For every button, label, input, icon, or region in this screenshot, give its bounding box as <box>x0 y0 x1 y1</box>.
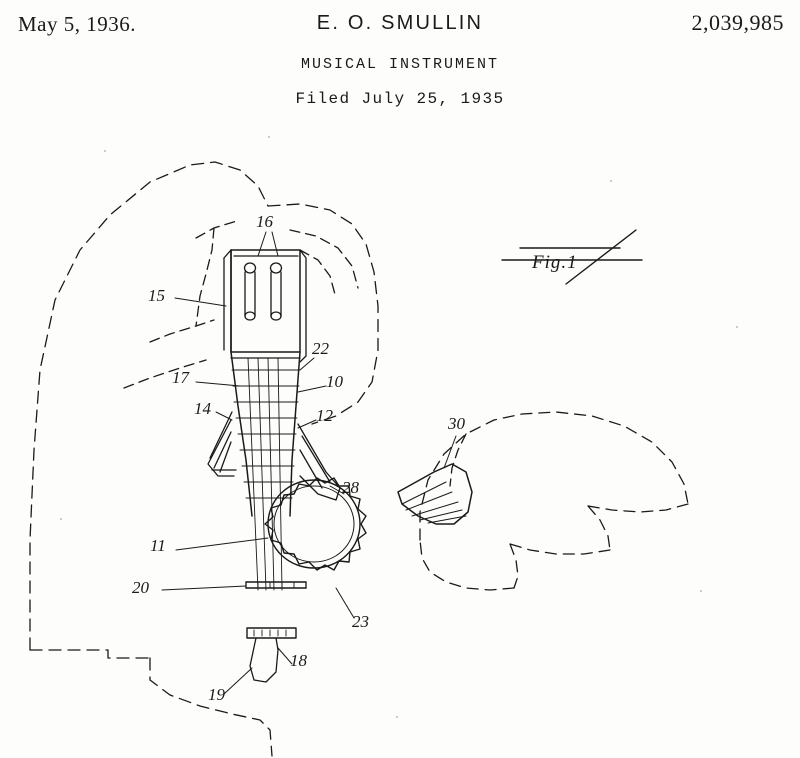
paper-speck <box>736 326 738 328</box>
paper-speck <box>60 518 62 520</box>
patent-date: May 5, 1936. <box>18 12 136 36</box>
patent-filing-date: Filed July 25, 1935 <box>295 90 505 108</box>
figure-drawing <box>0 120 800 758</box>
callout-17: 17 <box>172 368 189 387</box>
callout-15: 15 <box>148 286 165 305</box>
callout-28: 28 <box>342 478 359 497</box>
callout-30: 30 <box>448 414 465 433</box>
callout-10: 10 <box>326 372 343 391</box>
callout-11: 11 <box>150 536 166 555</box>
callout-12: 12 <box>316 406 333 425</box>
callout-22: 22 <box>312 339 329 358</box>
figure-label: Fig.1 <box>532 252 578 273</box>
callout-19: 19 <box>208 685 225 704</box>
callout-23: 23 <box>352 612 369 631</box>
paper-speck <box>104 150 106 152</box>
callout-20: 20 <box>132 578 149 597</box>
patent-title: MUSICAL INSTRUMENT <box>300 56 500 73</box>
patent-number: 2,039,985 <box>691 10 784 35</box>
paper-speck <box>268 136 270 138</box>
paper-speck <box>700 590 702 592</box>
patent-inventor: E. O. SMULLIN <box>316 12 484 34</box>
callout-18: 18 <box>290 651 307 670</box>
callout-14: 14 <box>194 399 211 418</box>
paper-speck <box>396 716 398 718</box>
callout-16: 16 <box>256 212 273 231</box>
paper-speck <box>610 180 612 182</box>
